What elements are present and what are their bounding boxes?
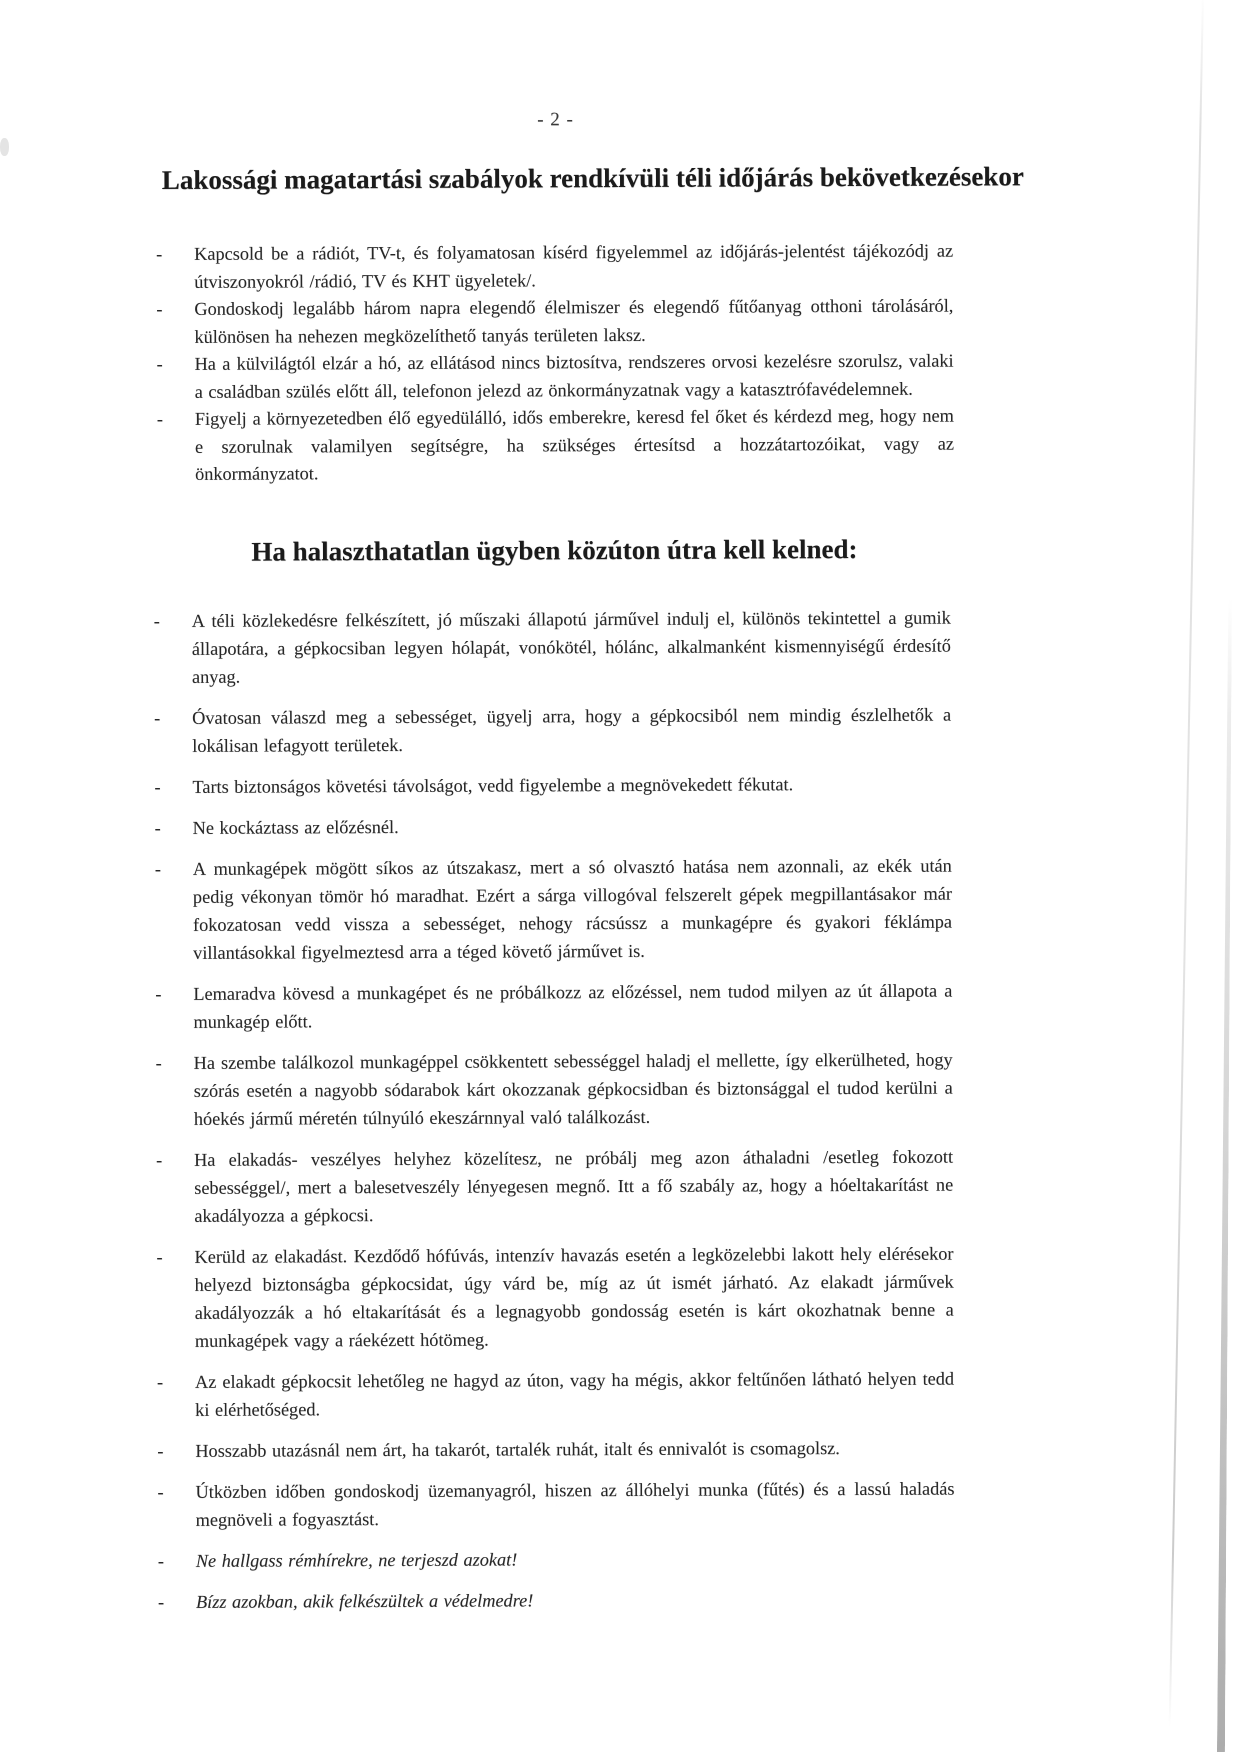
list-item xyxy=(155,1584,955,1615)
list-item-text: Lemaradva kövesd a munkagépet és ne próbálkozz az előzéssel, nem tudod milyen az út állapota a munkagép előtt. xyxy=(193,980,953,1032)
list-item-text: Ne kockáztass az előzésnél. xyxy=(192,816,399,838)
list-item-text: Óvatosan válaszd meg a sebességet, ügyelj arra, hogy a gépkocsiból nem mindig észlelhetők a lokálisan lefagyott területek. xyxy=(192,704,952,756)
section-subtitle: Ha halaszthatatlan ügyben közúton útra kell kelned: xyxy=(251,533,858,567)
list-item xyxy=(153,1239,953,1354)
list-item xyxy=(154,1433,954,1464)
list-item-text: Gondoskodj legalább három napra elegendő élelmiszer és elegendő fűtőanyag otthoni tárolásáról, különösen ha nehezen megközelíthető tanyás területen laksz. xyxy=(194,295,954,347)
list-item-text: Bízz azokban, akik felkészültek a védelmedre! xyxy=(195,1589,534,1612)
list-item-text: Ne hallgass rémhírekre, ne terjeszd azokat! xyxy=(195,1548,518,1571)
bullet-dash-icon: - xyxy=(154,858,161,879)
bullet-dash-icon: - xyxy=(154,817,161,838)
list-item xyxy=(154,403,954,489)
list-item-text: Ha szembe találkozol munkagéppel csökkentett sebességgel haladj el mellette, így elkerülheted, hogy szórás esetén a nagyobb sódarabok kárt okozzanak gépkocsidban és biztonsággal el tudod kerülni a hóekés jármű méretén túlnyúló ekeszárnnyal való találkozást. xyxy=(193,1049,953,1129)
list-item-text: Ha a külvilágtól elzár a hó, az ellátásod nincs biztosítva, rendszeres orvosi kezelésre szorulsz, valaki a családban szülés előtt áll, telefonon jelezd az önkormányzatnak vagy a katasztrófavédelemnek. xyxy=(194,350,954,402)
bullet-dash-icon: - xyxy=(156,244,163,265)
bullet-dash-icon: - xyxy=(156,1149,163,1170)
document-title: Lakossági magatartási szabályok rendkívüli téli időjárás bekövetkezésekor xyxy=(161,161,1024,196)
bullet-dash-icon: - xyxy=(156,353,163,375)
rules-list-general xyxy=(153,238,954,489)
list-item-text: Kapcsold be a rádiót, TV-t, és folyamatosan kísérd figyelemmel az időjárás-jelentést tájékozódj az útviszonyokról /rádió, TV és KHT ügyeletek/. xyxy=(194,240,954,292)
bullet-dash-icon: - xyxy=(156,1246,163,1267)
list-item xyxy=(155,1543,955,1574)
list-item-text: Útközben időben gondoskodj üzemanyagról, hiszen az állóhelyi munka (fűtés) és a lassú haladás megnöveli a fogyasztást. xyxy=(195,1478,955,1530)
bullet-dash-icon: - xyxy=(154,776,161,797)
list-item xyxy=(153,238,953,296)
bullet-dash-icon: - xyxy=(155,983,162,1004)
list-item xyxy=(154,1474,954,1533)
bullet-dash-icon: - xyxy=(157,1591,165,1612)
list-item-text: Hosszabb utazásnál nem árt, ha takarót, tartalék ruhát, italt és ennivalót is csomagolsz. xyxy=(195,1437,840,1461)
list-item xyxy=(152,976,952,1035)
list-item-text: Az elakadt gépkocsit lehetőleg ne hagyd az úton, vagy ha mégis, akkor feltűnően látható helyen tedd ki elérhetőséged. xyxy=(194,1368,955,1420)
list-item xyxy=(153,1142,953,1229)
bullet-dash-icon: - xyxy=(157,1440,164,1461)
list-item-text: Kerüld az elakadást. Kezdődő hófúvás, intenzív havazás esetén a legközelebbi lakott hely elérésekor helyezd biztonságba gépkocsidat, úgy várd be, míg az út ismét járható. Az elakadt járművek akadályozzák a hó eltakarítását és a legnagyobb gondosság esetén is kárt okozhatnak benne a munkagépek vagy a ráekézett hótömeg. xyxy=(194,1243,954,1351)
bullet-dash-icon: - xyxy=(154,707,161,728)
list-item-text: A munkagépek mögött síkos az útszakasz, mert a só olvasztó hatása nem azonnali, az ekék után pedig vékonyan tömör hó maradhat. Ezért a sárga villogóval felszerelt gépek megpillantásakor már fokozatosan vedd vissza a sebességet, nehogy rácsússz a munkagépre és gyakori féklámpa villantásokkal figyelmeztesd arra a téged követő járművet is. xyxy=(192,855,953,963)
bullet-dash-icon: - xyxy=(156,408,163,430)
list-item xyxy=(153,293,953,351)
list-item xyxy=(154,1364,954,1423)
list-item-text: Tarts biztonságos követési távolságot, vedd figyelembe a megnövekedett fékutat. xyxy=(192,773,794,797)
bullet-dash-icon: - xyxy=(155,1052,162,1073)
page-number: - 2 - xyxy=(537,109,574,131)
list-item xyxy=(154,348,954,406)
list-item-text: Figyelj a környezetedben élő egyedülálló, idős emberekre, keresd fel őket és kérdezd meg, hogy nem e szorulnak valamilyen segítségre, ha szükséges értesítsd a hozzátartozóikat, vagy az önkormányzatot. xyxy=(194,405,954,484)
list-item xyxy=(151,700,951,759)
rules-list-road-travel xyxy=(151,603,955,1615)
bullet-dash-icon: - xyxy=(156,298,163,320)
bullet-dash-icon: - xyxy=(157,1481,164,1502)
bullet-dash-icon: - xyxy=(157,1550,164,1571)
list-item xyxy=(153,1045,953,1132)
bullet-dash-icon: - xyxy=(153,610,160,631)
list-item xyxy=(152,810,952,841)
list-item-text: Ha elakadás- veszélyes helyhez közelítesz, ne próbálj meg azon áthaladni /esetleg fokozott sebességgel/, mert a balesetveszély lényegesen megnő. Itt a fő szabály az, hogy a hóeltakarítást ne akadályozza a gépkocsi. xyxy=(194,1146,954,1226)
list-item xyxy=(151,769,951,800)
scan-artifact-speck xyxy=(0,138,9,156)
list-item xyxy=(151,603,951,690)
list-item xyxy=(152,851,952,966)
bullet-dash-icon: - xyxy=(156,1371,164,1392)
list-item-text: A téli közlekedésre felkészített, jó műszaki állapotú járművel indulj el, különös tekintettel a gumik állapotára, a gépkocsiban legyen hólapát, vonókötél, hólánc, alkalmanként kismennyiségű érdesítő anyag. xyxy=(191,607,951,687)
